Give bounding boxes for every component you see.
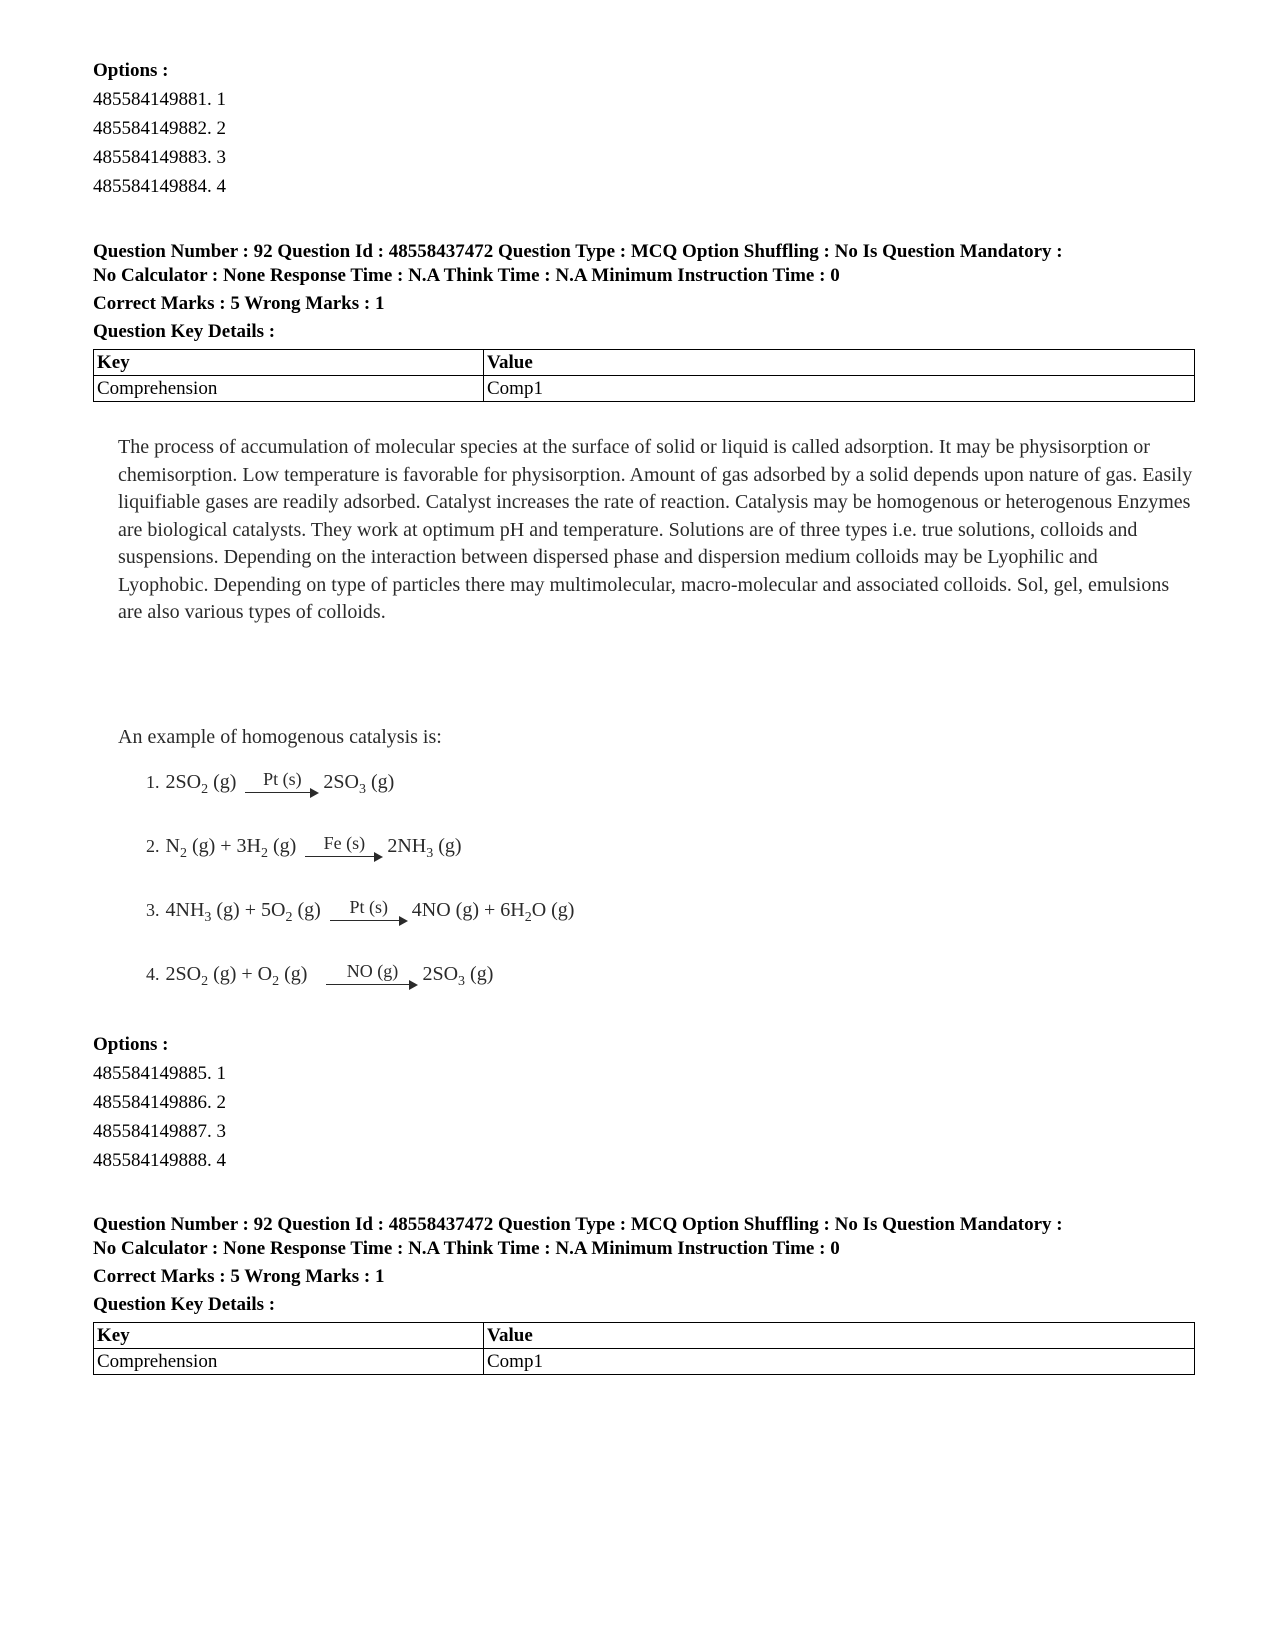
option-item: 485584149885. 1 xyxy=(93,1063,226,1084)
table-header-key: Key xyxy=(94,350,484,376)
question-key-details-label: Question Key Details : xyxy=(93,321,276,342)
reaction-3: 3. $4NH_3$ $(g) + 5O_2$ (g) Pt (s) 4NO $(g) + 6H_2O$ (g) xyxy=(146,897,575,925)
option-item: 485584149887. 3 xyxy=(93,1121,226,1142)
option-item: 485584149884. 4 xyxy=(93,176,226,197)
table-header-value: Value xyxy=(484,1323,1195,1349)
question-prompt: An example of homogenous catalysis is: xyxy=(118,726,442,748)
table-header-key: Key xyxy=(94,1323,484,1349)
table-row xyxy=(94,376,1195,402)
question-meta-line1: Question Number : 92 Question Id : 48558437472 Question Type : MCQ Option Shuffling : No Is Question Mandatory : xyxy=(93,1214,1063,1235)
question-meta-line1: Question Number : 92 Question Id : 48558437472 Question Type : MCQ Option Shuffling : No Is Question Mandatory : xyxy=(93,241,1063,262)
question-key-table xyxy=(93,349,1195,402)
table-header-row xyxy=(94,350,1195,376)
option-item: 485584149886. 2 xyxy=(93,1092,226,1113)
comprehension-passage: The process of accumulation of molecular species at the surface of solid or liquid is called adsorption. It may be physisorption or chemisorption. Low temperature is favorable for physisorption. Amount of gas adsorbed by a solid depends upon nature of gas. Easily liquifiable gases are readily adsorbed. Catalyst increases the rate of reaction. Catalysis may be homogenous or heterogenous Enzymes are biological catalysts. They work at optimum pH and temperature. Solutions are of three types i.e. true solutions, colloids and suspensions. Depending on the interaction between dispersed phase and dispersion medium colloids may be Lyophilic and Lyophobic. Depending on type of particles there may multimolecular, macro-molecular and associated colloids. Sol, gel, emulsions are also various types of colloids. xyxy=(118,436,1193,623)
options-list xyxy=(93,1059,226,1175)
question-key-table xyxy=(93,1322,1195,1375)
table-cell-value: Comp1 xyxy=(484,376,1195,402)
question-meta-line2: No Calculator : None Response Time : N.A Think Time : N.A Minimum Instruction Time : 0 xyxy=(93,1238,840,1259)
table-cell-value: Comp1 xyxy=(484,1349,1195,1375)
table-cell-key: Comprehension xyxy=(94,1349,484,1375)
reaction-arrow: NO (g) xyxy=(326,962,418,990)
reaction-1: 1. $2SO_2$ (g) Pt (s) $2SO_3$ (g) xyxy=(146,769,395,797)
options-label: Options : xyxy=(93,60,169,81)
reaction-arrow: Pt (s) xyxy=(245,770,319,798)
table-cell-key: Comprehension xyxy=(94,376,484,402)
question-marks: Correct Marks : 5 Wrong Marks : 1 xyxy=(93,1266,385,1287)
table-header-row xyxy=(94,1323,1195,1349)
option-item: 485584149881. 1 xyxy=(93,89,226,110)
reaction-2: 2. $N_2$ $(g) + 3H_2$ (g) Fe (s) $2NH_3$ (g) xyxy=(146,833,462,861)
option-item: 485584149888. 4 xyxy=(93,1150,226,1171)
table-header-value: Value xyxy=(484,350,1195,376)
table-row xyxy=(94,1349,1195,1375)
reaction-arrow: Fe (s) xyxy=(305,834,383,862)
option-item: 485584149883. 3 xyxy=(93,147,226,168)
question-marks: Correct Marks : 5 Wrong Marks : 1 xyxy=(93,293,385,314)
question-meta-line2: No Calculator : None Response Time : N.A Think Time : N.A Minimum Instruction Time : 0 xyxy=(93,265,840,286)
reaction-arrow: Pt (s) xyxy=(330,898,408,926)
question-key-details-label: Question Key Details : xyxy=(93,1294,276,1315)
reaction-4: 4. $2SO_2$ $(g) + O_2$ (g) NO (g) $2SO_3$ (g) xyxy=(146,961,494,989)
option-item: 485584149882. 2 xyxy=(93,118,226,139)
options-list xyxy=(93,85,226,201)
options-label: Options : xyxy=(93,1034,169,1055)
